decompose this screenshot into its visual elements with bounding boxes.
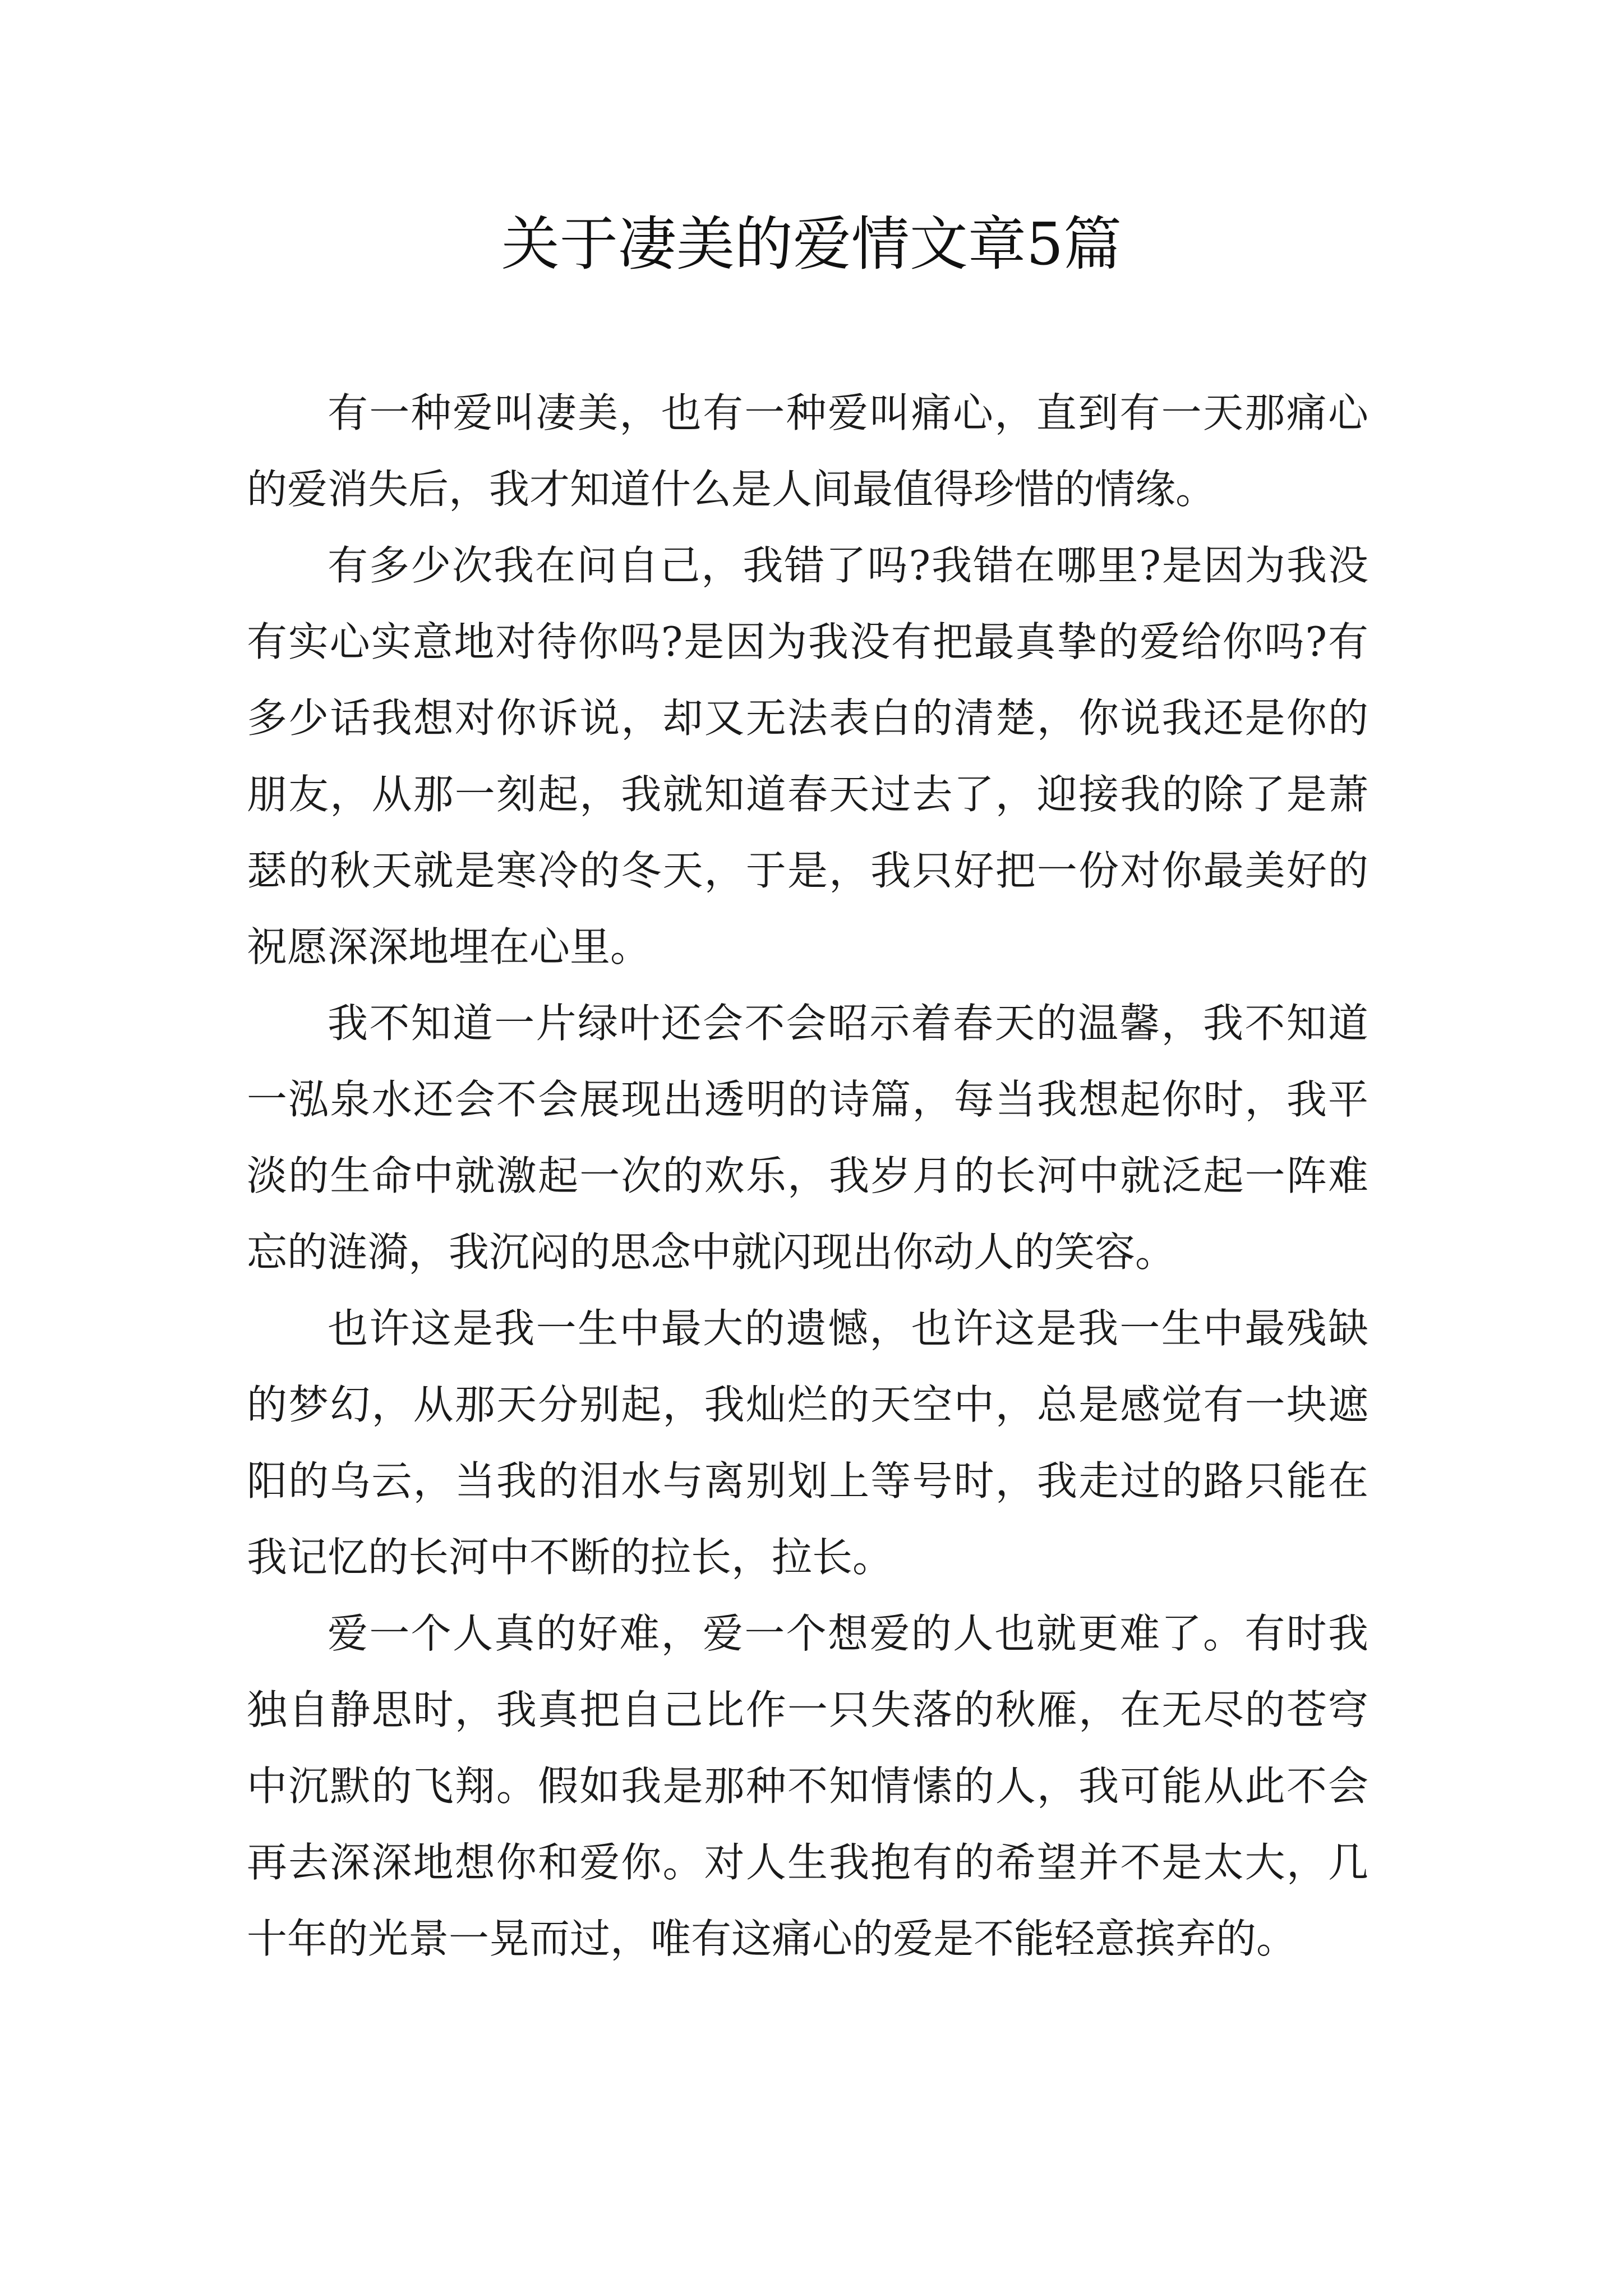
- paragraph: 爱一个人真的好难，爱一个想爱的人也就更难了。有时我独自静思时，我真把自己比作一只失落的秋雁，在无尽的苍穹中沉默的飞翔。假如我是那种不知情愫的人，我可能从此不会再去深深地想你和爱你。对人生我抱有的希望并不是太大，几十年的光景一晃而过，唯有这痛心的爱是不能轻意摈弃的。: [247, 1610, 1368, 1962]
- paragraph: 我不知道一片绿叶还会不会昭示着春天的温馨，我不知道一泓泉水还会不会展现出透明的诗篇，每当我想起你时，我平淡的生命中就激起一次的欢乐，我岁月的长河中就泛起一阵难忘的涟漪，我沉闷的思念中就闪现出你动人的笑容。: [247, 1000, 1368, 1276]
- document-body: [247, 375, 1368, 1977]
- paragraph: 也许这是我一生中最大的遗憾，也许这是我一生中最残缺的梦幻，从那天分别起，我灿烂的天空中，总是感觉有一块遮阳的乌云，当我的泪水与离别划上等号时，我走过的路只能在我记忆的长河中不断的拉长，拉长。: [247, 1305, 1368, 1581]
- paragraph: 有多少次我在问自己，我错了吗?我错在哪里?是因为我没有实心实意地对待你吗?是因为我没有把最真挚的爱给你吗?有多少话我想对你诉说，却又无法表白的清楚，你说我还是你的朋友，从那一刻起，我就知道春天过去了，迎接我的除了是萧瑟的秋天就是寒冷的冬天，于是，我只好把一份对你最美好的祝愿深深地埋在心里。: [247, 542, 1368, 970]
- document-title: 关于凄美的爱情文章5篇: [501, 210, 1122, 278]
- paragraph: 有一种爱叫凄美，也有一种爱叫痛心，直到有一天那痛心的爱消失后，我才知道什么是人间最值得珍惜的情缘。: [247, 389, 1368, 513]
